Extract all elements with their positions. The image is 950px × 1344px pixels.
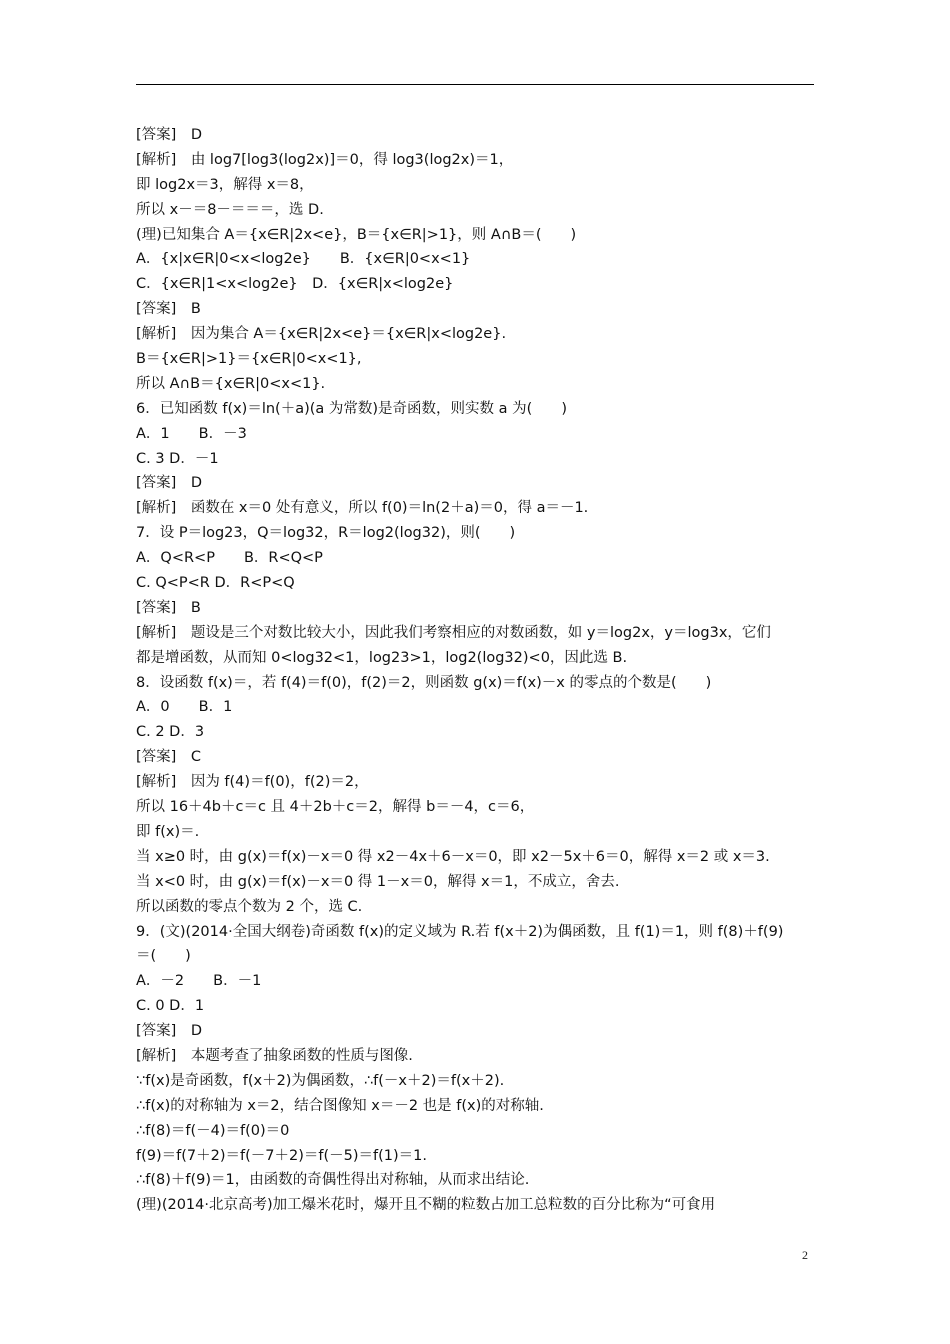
text-line: ∴f(8)＋f(9)＝1，由函数的奇偶性得出对称轴，从而求出结论. [136, 1172, 530, 1189]
text-line: [解析] 本题考查了抽象函数的性质与图像. [136, 1047, 413, 1064]
text-line: 即 log2x＝3，解得 x＝8， [136, 176, 314, 193]
text-line: 所以 16＋4b＋c＝c 且 4＋2b＋c＝2，解得 b＝－4，c＝6， [136, 799, 535, 816]
text-line: [解析] 题设是三个对数比较大小，因此我们考察相应的对数函数，如 y＝log2x，y＝log3x，它们 [136, 624, 771, 641]
text-line: [答案] C [136, 749, 201, 766]
text-line: 都是增函数，从而知 0<log32<1，log23>1，log2(log32)<0，因此选 B. [136, 649, 628, 666]
text-line: 8．设函数 f(x)＝，若 f(4)＝f(0)，f(2)＝2，则函数 g(x)＝f(x)－x 的零点的个数是( ) [136, 674, 712, 691]
text-line: [答案] D [136, 475, 202, 492]
text-line: 6．已知函数 f(x)＝ln(＋a)(a 为常数)是奇函数，则实数 a 为( ) [136, 400, 567, 417]
text-line: (理)(2014·北京高考)加工爆米花时，爆开且不糊的粒数占加工总粒数的百分比称为“可食用 [136, 1197, 716, 1214]
text-line: B＝{x∈R|>1}＝{x∈R|0<x<1}, [136, 351, 362, 368]
text-line: 所以函数的零点个数为 2 个，选 C. [136, 898, 363, 915]
text-line: A．－2 B．－1 [136, 973, 262, 990]
text-line: f(9)＝f(7＋2)＝f(－7＋2)＝f(－5)＝f(1)＝1. [136, 1147, 428, 1164]
text-line: [解析] 函数在 x＝0 处有意义，所以 f(0)＝ln(2＋a)＝0，得 a＝－1. [136, 500, 589, 517]
text-line: A．0 B．1 [136, 699, 233, 716]
text-line: 当 x≥0 时，由 g(x)＝f(x)－x＝0 得 x2－4x＋6－x＝0，即 x2－5x＋6＝0，解得 x＝2 或 x＝3. [136, 848, 770, 865]
text-line: 即 f(x)＝. [136, 823, 200, 840]
text-line: ＝( ) [136, 948, 191, 965]
text-line: [解析] 因为 f(4)＝f(0)，f(2)＝2， [136, 774, 369, 791]
text-line: (理)已知集合 A＝{x∈R|2x<e}，B＝{x∈R|>1}，则 A∩B＝( ) [136, 226, 577, 243]
text-line: A．{x|x∈R|0<x<log2e} B．{x∈R|0<x<1} [136, 251, 471, 268]
text-line: ∴f(8)＝f(－4)＝f(0)＝0 [136, 1122, 290, 1139]
text-line: ∴f(x)的对称轴为 x＝2，结合图像知 x＝－2 也是 f(x)的对称轴. [136, 1097, 544, 1114]
text-line: A．Q<R<P B．R<Q<P [136, 550, 323, 567]
header-rule [136, 84, 814, 85]
page-number: 2 [802, 1248, 808, 1262]
text-line: 7．设 P＝log23，Q＝log32，R＝log2(log32)，则( ) [136, 525, 516, 542]
text-line: 9．(文)(2014·全国大纲卷)奇函数 f(x)的定义域为 R.若 f(x＋2)为偶函数，且 f(1)＝1，则 f(8)＋f(9) [136, 923, 784, 940]
text-line: 当 x<0 时，由 g(x)＝f(x)－x＝0 得 1－x＝0，解得 x＝1，不成立，舍去. [136, 873, 620, 890]
text-line: [答案] D [136, 127, 202, 143]
text-line: 所以 x－＝8－＝＝＝，选 D. [136, 201, 324, 218]
text-line: [解析] 由 log7[log3(log2x)]＝0，得 log3(log2x)＝1， [136, 151, 514, 168]
text-line: C. 2 D．3 [136, 724, 205, 741]
text-line: [解析] 因为集合 A＝{x∈R|2x<e}＝{x∈R|x<log2e}. [136, 326, 507, 343]
text-line: A．1 B．－3 [136, 425, 247, 442]
text-line: C．{x∈R|1<x<log2e} D．{x∈R|x<log2e} [136, 276, 454, 293]
text-line: 所以 A∩B＝{x∈R|0<x<1}. [136, 375, 326, 392]
text-line: C. Q<P<R D．R<P<Q [136, 575, 295, 592]
text-line: ∵f(x)是奇函数，f(x＋2)为偶函数，∴f(－x＋2)＝f(x＋2). [136, 1072, 505, 1089]
text-line: [答案] B [136, 301, 201, 318]
text-line: [答案] D [136, 1023, 202, 1040]
text-line: C. 0 D．1 [136, 998, 205, 1015]
document-body [136, 123, 816, 1218]
text-line: C. 3 D．－1 [136, 450, 219, 467]
text-line: [答案] B [136, 599, 201, 616]
